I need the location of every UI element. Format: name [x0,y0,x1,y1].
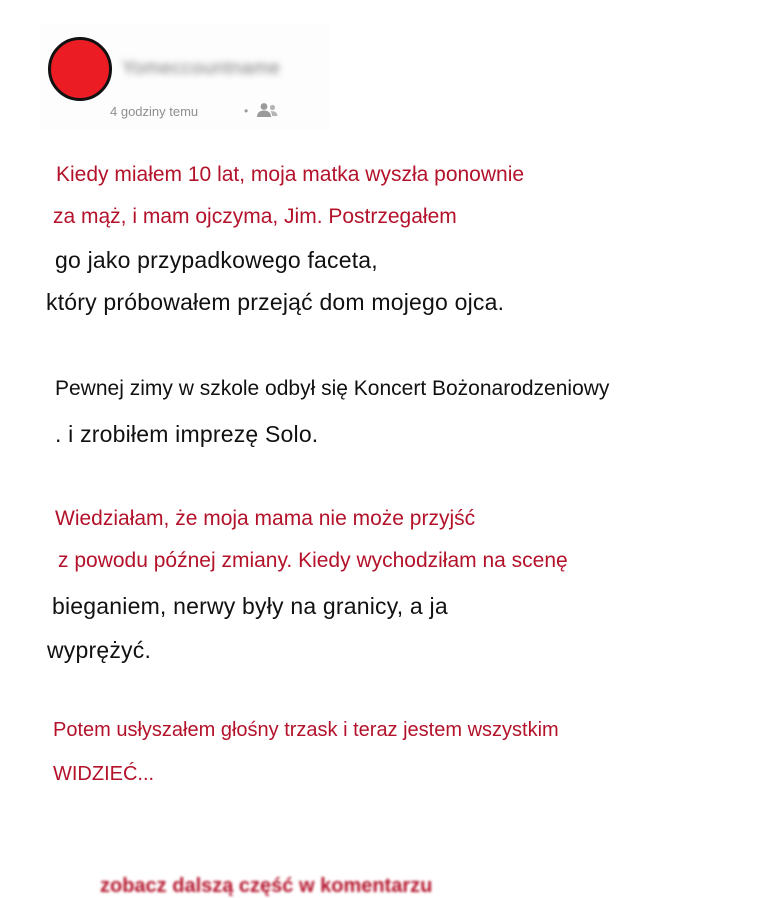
story-line-4: który próbowałem przejąć dom mojego ojca. [46,289,505,315]
avatar[interactable] [48,37,112,101]
meta-separator: • [244,104,249,118]
story-line-12: WIDZIEĆ... [53,763,155,785]
story-line-7: Wiedziałam, że moja mama nie może przyjść [55,507,476,530]
cutoff-blurred-text: zobacz dalszą część w komentarzu [100,875,433,897]
story-line-10: wyprężyć. [47,637,152,663]
friends-icon [255,102,279,118]
story-line-6: . i zrobiłem imprezę Solo. [55,421,319,447]
account-name[interactable]: Yomeccountname [122,58,281,79]
post-timestamp[interactable]: 4 godziny temu [110,104,199,119]
story-line-9: bieganiem, nerwy były na granicy, a ja [52,593,448,619]
story-line-3: go jako przypadkowego faceta, [55,247,378,273]
story-line-2: za mąż, i mam ojczyma, Jim. Postrzegałem [53,205,457,228]
story-line-1: Kiedy miałem 10 lat, moja matka wyszła ponownie [56,163,525,186]
story-line-5: Pewnej zimy w szkole odbył się Koncert Bożonarodzeniowy [55,377,610,400]
story-line-8: z powodu późnej zmiany. Kiedy wychodziłam na scenę [58,549,568,572]
story-line-11: Potem usłyszałem głośny trzask i teraz jestem wszystkim [53,719,559,741]
